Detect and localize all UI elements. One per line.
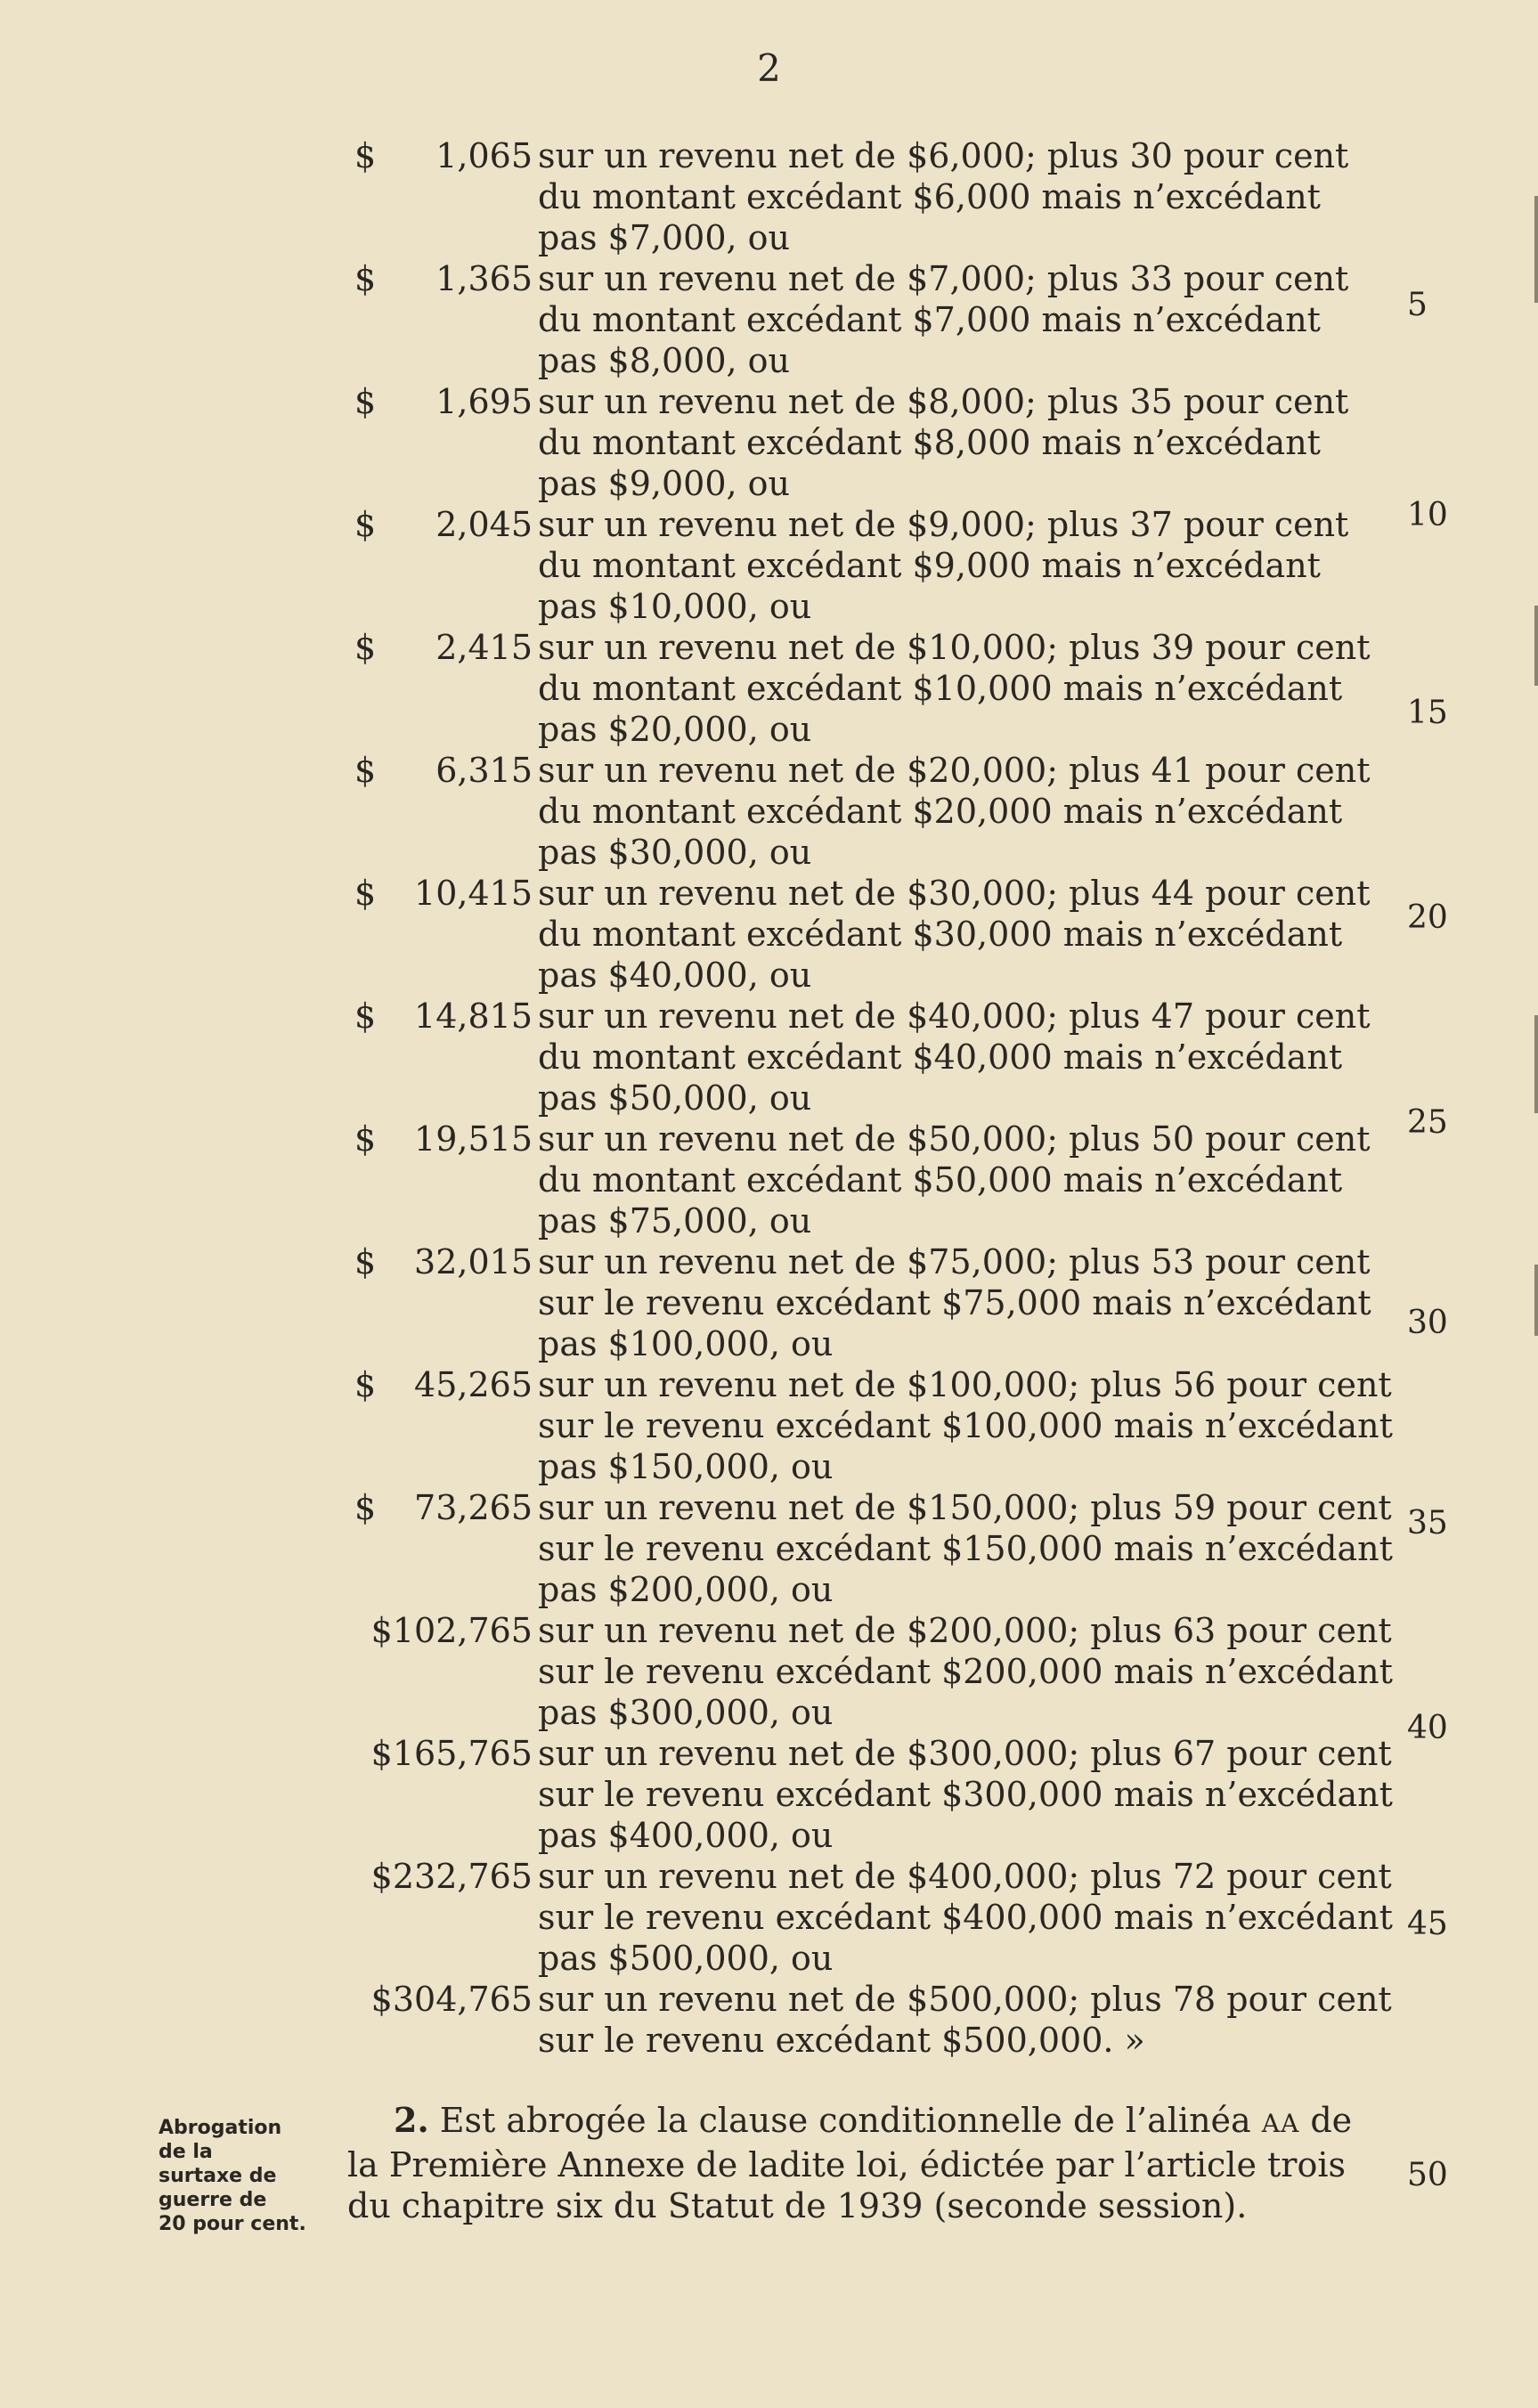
line-number: 50 (1407, 2157, 1448, 2193)
entry-text-line: pas $200,000, ou (538, 1570, 834, 1609)
tax-schedule (354, 135, 1468, 2102)
margin-note (159, 2116, 337, 2236)
amount-value: 2,415 (435, 628, 533, 667)
entry-text-line: sur un revenu net de $50,000; plus 50 pour cent (538, 1119, 1371, 1159)
entry-text-line: sur un revenu net de $20,000; plus 41 pour cent (538, 751, 1371, 790)
amount-value: 73,265 (414, 1488, 533, 1527)
page-edge-mark (1534, 196, 1538, 303)
dollar-sign: $ (354, 259, 377, 298)
entry-text-line: pas $400,000, ou (538, 1816, 834, 1855)
section-text-smallcaps: AA (1261, 2109, 1300, 2138)
schedule-entry (354, 996, 1468, 1119)
amount-value: 10,415 (414, 874, 533, 913)
entry-text-line: sur le revenu excédant $100,000 mais n’excédant (538, 1406, 1393, 1445)
dollar-sign: $ (354, 1488, 377, 1527)
entry-text-line: sur un revenu net de $30,000; plus 44 pour cent (538, 874, 1371, 913)
amount-value: $165,765 (370, 1734, 533, 1773)
entry-text-line: sur un revenu net de $40,000; plus 47 pour cent (538, 997, 1371, 1036)
amount-value: $232,765 (370, 1857, 533, 1896)
entry-text (538, 1610, 1393, 1733)
section-text-1b: de (1299, 2101, 1353, 2140)
entry-text-line: sur un revenu net de $75,000; plus 53 pour cent (538, 1242, 1371, 1281)
entry-text-line: pas $100,000, ou (538, 1324, 834, 1363)
amount-value: 2,045 (435, 505, 533, 544)
entry-text-line: sur un revenu net de $400,000; plus 72 pour cent (538, 1857, 1392, 1896)
dollar-sign: $ (354, 505, 377, 544)
schedule-entry (354, 1856, 1468, 1979)
dollar-sign: $ (354, 1242, 377, 1281)
entry-text (538, 504, 1375, 627)
entry-text (538, 627, 1375, 750)
page-number: 2 (757, 46, 781, 90)
entry-text (538, 1487, 1393, 1610)
entry-text-line: pas $500,000, ou (538, 1939, 834, 1978)
amount-value: 1,695 (435, 382, 533, 421)
entry-text-line: sur un revenu net de $500,000; plus 78 pour cent (538, 1980, 1392, 2019)
section-line-2: la Première Annexe de ladite loi, édictée par l’article trois (347, 2145, 1346, 2184)
section-text-1a: Est abrogée la clause conditionnelle de l’alinéa (428, 2101, 1262, 2140)
line-number: 40 (1407, 1710, 1448, 1746)
schedule-entry (354, 1733, 1468, 1856)
line-number: 35 (1407, 1505, 1448, 1542)
line-number: 25 (1407, 1104, 1448, 1141)
schedule-entry (354, 1241, 1468, 1364)
entry-text-line: du montant excédant $20,000 mais n’excédant (538, 792, 1343, 831)
entry-text-line: du montant excédant $30,000 mais n’excédant (538, 915, 1343, 954)
entry-text-line: pas $40,000, ou (538, 956, 812, 995)
entry-text-line: du montant excédant $8,000 mais n’excédant (538, 423, 1321, 462)
entry-text (538, 1979, 1392, 2061)
dollar-sign: $ (354, 751, 377, 790)
schedule-entry (354, 381, 1468, 504)
entry-text-line: pas $150,000, ou (538, 1447, 834, 1486)
entry-text-line: sur un revenu net de $300,000; plus 67 pour cent (538, 1734, 1392, 1773)
entry-text-line: sur un revenu net de $150,000; plus 59 pour cent (538, 1488, 1392, 1527)
schedule-entry (354, 750, 1468, 873)
entry-text-line: pas $300,000, ou (538, 1693, 834, 1732)
entry-text-line: sur un revenu net de $200,000; plus 63 pour cent (538, 1611, 1392, 1650)
line-number: 5 (1407, 287, 1428, 323)
entry-text (538, 996, 1375, 1119)
page-edge-mark (1534, 606, 1538, 686)
entry-text-line: pas $75,000, ou (538, 1201, 812, 1241)
schedule-entry (354, 135, 1468, 258)
entry-text-line: du montant excédant $40,000 mais n’excédant (538, 1037, 1343, 1077)
entry-text-line: du montant excédant $10,000 mais n’excédant (538, 669, 1343, 708)
section-2 (347, 2100, 1434, 2226)
amount-value: 1,365 (435, 259, 533, 298)
amount-value: $102,765 (370, 1611, 533, 1650)
amount-value: 32,015 (414, 1242, 533, 1281)
entry-text (538, 1364, 1393, 1487)
entry-text (538, 135, 1375, 258)
dollar-sign: $ (354, 628, 377, 667)
amount-value: 14,815 (414, 997, 533, 1036)
entry-text-line: pas $50,000, ou (538, 1078, 812, 1118)
dollar-sign: $ (354, 1119, 377, 1159)
entry-text-line: pas $30,000, ou (538, 833, 812, 872)
entry-text-line: du montant excédant $6,000 mais n’excédant (538, 177, 1321, 216)
entry-text-line: sur un revenu net de $9,000; plus 37 pour cent (538, 505, 1349, 544)
entry-text (538, 873, 1375, 996)
entry-text-line: du montant excédant $9,000 mais n’excédant (538, 546, 1321, 585)
margin-note-line: de la (159, 2141, 213, 2163)
entry-text (538, 381, 1375, 504)
entry-text-line: sur le revenu excédant $300,000 mais n’excédant (538, 1775, 1393, 1814)
schedule-entry (354, 1364, 1468, 1487)
entry-text-line: sur un revenu net de $7,000; plus 33 pour cent (538, 259, 1349, 298)
section-number: 2. (394, 2100, 429, 2140)
margin-note-line: guerre de (159, 2189, 267, 2211)
line-number: 45 (1407, 1906, 1448, 1942)
amount-value: $304,765 (370, 1980, 533, 2019)
entry-text-line: pas $7,000, ou (538, 218, 791, 257)
section-line-3: du chapitre six du Statut de 1939 (seconde session). (347, 2186, 1248, 2225)
entry-text-line: sur un revenu net de $10,000; plus 39 pour cent (538, 628, 1371, 667)
entry-text (538, 1856, 1393, 1979)
schedule-entry (354, 1487, 1468, 1610)
amount-value: 6,315 (435, 751, 533, 790)
dollar-sign: $ (354, 1365, 377, 1404)
margin-note-line: Abrogation (159, 2117, 282, 2139)
amount-value: 19,515 (414, 1119, 533, 1159)
line-number: 20 (1407, 899, 1448, 936)
schedule-entry (354, 258, 1468, 381)
page-edge-mark (1534, 1265, 1538, 1336)
entry-text-line: pas $8,000, ou (538, 341, 791, 380)
entry-text-line: du montant excédant $7,000 mais n’excédant (538, 300, 1321, 339)
dollar-sign: $ (354, 382, 377, 421)
line-number: 15 (1407, 695, 1448, 731)
entry-text (538, 258, 1375, 381)
amount-value: 45,265 (414, 1365, 533, 1404)
page-edge-mark (1534, 1015, 1538, 1113)
schedule-entry (354, 873, 1468, 996)
amount-value: 1,065 (435, 136, 533, 175)
entry-text-line: sur le revenu excédant $500,000. » (538, 2021, 1145, 2060)
margin-note-line: 20 pour cent. (159, 2213, 306, 2235)
entry-text-line: sur un revenu net de $6,000; plus 30 pour cent (538, 136, 1349, 175)
entry-text-line: pas $20,000, ou (538, 710, 812, 749)
entry-text-line: pas $10,000, ou (538, 587, 812, 626)
line-number: 30 (1407, 1305, 1448, 1341)
schedule-entry (354, 1979, 1468, 2102)
schedule-entry (354, 627, 1468, 750)
entry-text-line: sur le revenu excédant $200,000 mais n’excédant (538, 1652, 1393, 1691)
entry-text (538, 1241, 1375, 1364)
schedule-entry (354, 1119, 1468, 1241)
entry-text (538, 1119, 1375, 1241)
entry-text-line: du montant excédant $50,000 mais n’excédant (538, 1160, 1343, 1200)
section-line-1 (347, 2100, 1434, 2144)
entry-text-line: sur le revenu excédant $75,000 mais n’excédant (538, 1283, 1371, 1322)
entry-text-line: sur le revenu excédant $150,000 mais n’excédant (538, 1529, 1393, 1568)
schedule-entry (354, 1610, 1468, 1733)
entry-text (538, 1733, 1393, 1856)
entry-text-line: sur le revenu excédant $400,000 mais n’excédant (538, 1898, 1393, 1937)
entry-text (538, 750, 1375, 873)
margin-note-line: surtaxe de (159, 2165, 277, 2187)
dollar-sign: $ (354, 874, 377, 913)
dollar-sign: $ (354, 997, 377, 1036)
entry-text-line: sur un revenu net de $100,000; plus 56 pour cent (538, 1365, 1392, 1404)
schedule-entry (354, 504, 1468, 627)
line-number: 10 (1407, 497, 1448, 533)
dollar-sign: $ (354, 136, 377, 175)
entry-text-line: pas $9,000, ou (538, 464, 791, 503)
entry-text-line: sur un revenu net de $8,000; plus 35 pour cent (538, 382, 1349, 421)
